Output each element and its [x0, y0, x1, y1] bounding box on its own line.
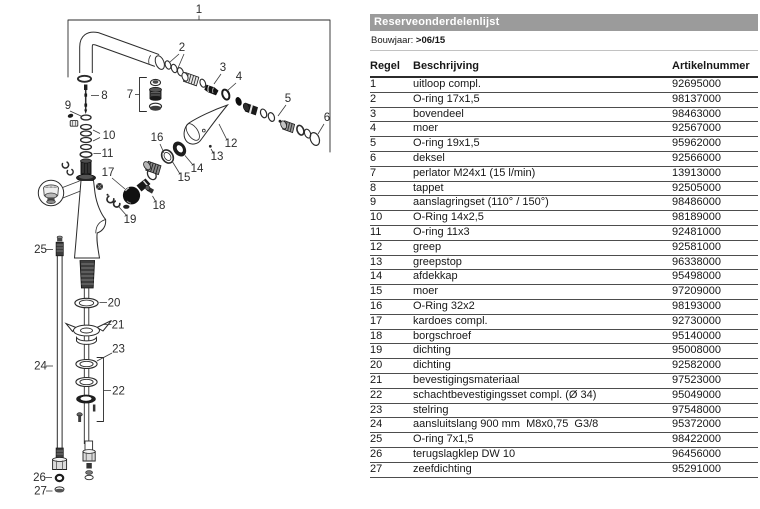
build-year-line	[370, 31, 758, 51]
callout-3: 3	[219, 62, 227, 74]
table-row	[370, 182, 758, 197]
table-row	[370, 404, 758, 419]
cell-regel: 24	[370, 418, 383, 431]
cell-beschrijving: terugslagklep DW 10	[413, 447, 516, 460]
cell-regel: 15	[370, 285, 383, 298]
column-header-artikelnummer: Artikelnummer	[672, 60, 750, 72]
aerator-inset	[38, 180, 80, 205]
cell-regel: 12	[370, 240, 383, 253]
table-row	[370, 300, 758, 315]
cell-beschrijving: O-Ring 14x2,5	[413, 211, 484, 224]
part-16-barrel	[142, 160, 161, 174]
callout-6: 6	[323, 112, 331, 124]
cell-artikelnummer: 92566000	[672, 151, 721, 164]
exploded-diagram	[0, 0, 368, 509]
cell-regel: 22	[370, 388, 383, 401]
cell-regel: 18	[370, 329, 383, 342]
cell-beschrijving: O-ring 19x1,5	[413, 137, 480, 150]
cell-artikelnummer: 92481000	[672, 225, 721, 238]
cell-regel: 13	[370, 255, 383, 268]
table-row	[370, 152, 758, 167]
cell-artikelnummer: 92505000	[672, 181, 721, 194]
cell-artikelnummer: 95008000	[672, 344, 721, 357]
cell-artikelnummer: 95291000	[672, 462, 721, 475]
part-27-seal	[55, 487, 64, 493]
cell-artikelnummer: 95049000	[672, 388, 721, 401]
callout-23: 23	[112, 343, 125, 356]
part-13-stop	[209, 145, 212, 148]
cell-regel: 2	[370, 92, 377, 105]
cell-beschrijving: O-Ring 32x2	[413, 299, 475, 312]
cell-beschrijving: aanslagringset (110° / 150°)	[413, 196, 549, 209]
cell-beschrijving: zeefdichting	[413, 462, 472, 475]
cell-beschrijving: moer	[413, 122, 439, 135]
spout-drawing	[78, 38, 166, 81]
column-header-regel: Regel	[370, 60, 400, 72]
callout-11: 11	[101, 148, 114, 160]
table-row	[370, 137, 758, 152]
callout-21: 21	[111, 319, 125, 332]
cell-regel: 20	[370, 359, 383, 372]
cell-regel: 5	[370, 137, 377, 150]
callout-25: 25	[34, 244, 47, 256]
build-year-label: Bouwjaar:	[371, 35, 414, 46]
table-row	[370, 433, 758, 448]
callout-22: 22	[112, 385, 125, 398]
table-row	[370, 241, 758, 256]
table-row	[370, 448, 758, 463]
cell-artikelnummer: 92581000	[672, 240, 721, 253]
cell-regel: 11	[370, 225, 382, 238]
cell-artikelnummer: 95140000	[672, 329, 721, 342]
table-row	[370, 93, 758, 108]
cell-regel: 10	[370, 211, 383, 224]
cell-beschrijving: dichting	[413, 359, 451, 372]
callout-2: 2	[178, 42, 186, 54]
callout-15: 15	[177, 172, 191, 184]
callout-1: 1	[195, 4, 203, 16]
parts-panel	[370, 14, 758, 478]
cell-regel: 1	[370, 78, 377, 90]
cell-beschrijving: bevestigingsmateriaal	[413, 373, 520, 386]
cartridge-shaft-top	[76, 159, 95, 181]
table-row	[370, 122, 758, 137]
cell-regel: 23	[370, 403, 383, 416]
cell-artikelnummer: 97523000	[672, 373, 721, 386]
cell-beschrijving: dichting	[413, 344, 451, 357]
cell-beschrijving: bovendeel	[413, 107, 464, 120]
cell-artikelnummer: 97209000	[672, 285, 721, 298]
table-row	[370, 315, 758, 330]
table-row	[370, 359, 758, 374]
cell-regel: 21	[370, 373, 383, 386]
cell-beschrijving: aansluitslang 900 mm M8x0,75 G3/8	[413, 418, 599, 431]
cell-artikelnummer: 96456000	[672, 447, 721, 460]
callout-18: 18	[152, 200, 166, 212]
callout-7: 7	[126, 89, 134, 101]
table-row	[370, 226, 758, 241]
part-12-cone	[183, 105, 227, 144]
table-row	[370, 330, 758, 345]
cell-artikelnummer: 95962000	[672, 137, 721, 150]
part-18-screw	[144, 184, 154, 193]
part-7-perlator-set	[140, 78, 162, 112]
cell-artikelnummer: 13913000	[672, 166, 721, 179]
cell-beschrijving: borgschroef	[413, 329, 472, 342]
cell-beschrijving: O-ring 7x1,5	[413, 433, 474, 446]
cell-beschrijving: O-ring 17x1,5	[413, 92, 480, 105]
cell-artikelnummer: 92582000	[672, 359, 721, 372]
callout-8: 8	[101, 90, 108, 102]
cell-beschrijving: kardoes compl.	[413, 314, 488, 327]
cell-artikelnummer: 98422000	[672, 433, 721, 446]
table-row	[370, 418, 758, 433]
part-26-valve	[56, 475, 63, 481]
cell-regel: 16	[370, 299, 383, 312]
cell-regel: 19	[370, 344, 383, 357]
cell-beschrijving: greep	[413, 240, 442, 253]
callout-17: 17	[101, 167, 115, 179]
table-row	[370, 285, 758, 300]
table-row	[370, 211, 758, 226]
table-row	[370, 196, 758, 211]
cell-regel: 14	[370, 270, 383, 283]
callout-4: 4	[235, 71, 243, 83]
callout-9: 9	[64, 100, 72, 112]
cell-beschrijving: greepstop	[413, 255, 462, 268]
table-row	[370, 463, 758, 478]
callout-12: 12	[224, 138, 238, 150]
cell-regel: 4	[370, 122, 377, 135]
column-header-beschrijving: Beschrijving	[413, 60, 480, 72]
callout-27: 27	[34, 485, 47, 498]
cell-beschrijving: afdekkap	[413, 270, 458, 283]
callout-20: 20	[107, 297, 121, 310]
callout-26: 26	[33, 472, 46, 484]
callout-5: 5	[284, 93, 292, 105]
cell-beschrijving: stelring	[413, 403, 449, 416]
callout-10: 10	[102, 130, 116, 142]
callout-14: 14	[190, 163, 204, 175]
table-row	[370, 344, 758, 359]
cell-beschrijving: perlator M24x1 (15 l/min)	[413, 166, 536, 179]
cell-beschrijving: tappet	[413, 181, 444, 194]
cell-artikelnummer: 98137000	[672, 92, 721, 105]
table-row	[370, 374, 758, 389]
table-header	[370, 59, 758, 78]
cell-artikelnummer: 95372000	[672, 418, 721, 431]
table-row	[370, 256, 758, 271]
cell-regel: 17	[370, 314, 383, 327]
part-23-ring	[76, 360, 97, 369]
callout-16: 16	[150, 132, 164, 144]
cell-regel: 26	[370, 447, 383, 460]
callout-13: 13	[210, 151, 224, 163]
cell-artikelnummer: 98193000	[672, 299, 721, 312]
cell-regel: 9	[370, 196, 377, 209]
build-year-value: >06/15	[415, 35, 446, 46]
cell-beschrijving: deksel	[413, 151, 445, 164]
table-row	[370, 78, 758, 93]
table-row	[370, 167, 758, 182]
cell-artikelnummer: 92730000	[672, 314, 721, 327]
cell-artikelnummer: 92695000	[672, 78, 721, 90]
parts-table	[370, 78, 758, 478]
cell-regel: 8	[370, 181, 377, 194]
cell-beschrijving: O-ring 11x3	[413, 225, 470, 238]
part-19-seals	[107, 194, 120, 207]
cell-artikelnummer: 98486000	[672, 196, 721, 209]
cell-artikelnummer: 92567000	[672, 122, 721, 135]
cell-artikelnummer: 97548000	[672, 403, 721, 416]
cell-artikelnummer: 95498000	[672, 270, 721, 283]
rings-10-11	[80, 125, 92, 158]
callout-24: 24	[34, 360, 47, 373]
cell-regel: 25	[370, 433, 383, 446]
cell-artikelnummer: 98463000	[672, 107, 721, 120]
cell-regel: 7	[370, 166, 377, 179]
cell-regel: 3	[370, 107, 377, 120]
shaft-end-parts	[83, 441, 95, 480]
cell-artikelnummer: 98189000	[672, 211, 721, 224]
faucet-body	[75, 181, 106, 445]
table-row	[370, 108, 758, 123]
callout-19: 19	[123, 214, 137, 226]
cell-beschrijving: schachtbevestigingsset compl. (Ø 34)	[413, 388, 597, 401]
cell-beschrijving: moer	[413, 285, 439, 298]
table-row	[370, 270, 758, 285]
part-8-rod	[84, 85, 87, 115]
table-row	[370, 389, 758, 404]
cell-regel: 6	[370, 151, 377, 164]
page-title: Reserveonderdelenlijst	[370, 14, 758, 31]
part-20-ring	[75, 298, 98, 307]
hose-24	[53, 236, 67, 470]
cell-artikelnummer: 96338000	[672, 255, 721, 268]
cell-beschrijving: uitloop compl.	[413, 78, 481, 90]
cell-regel: 27	[370, 462, 383, 475]
